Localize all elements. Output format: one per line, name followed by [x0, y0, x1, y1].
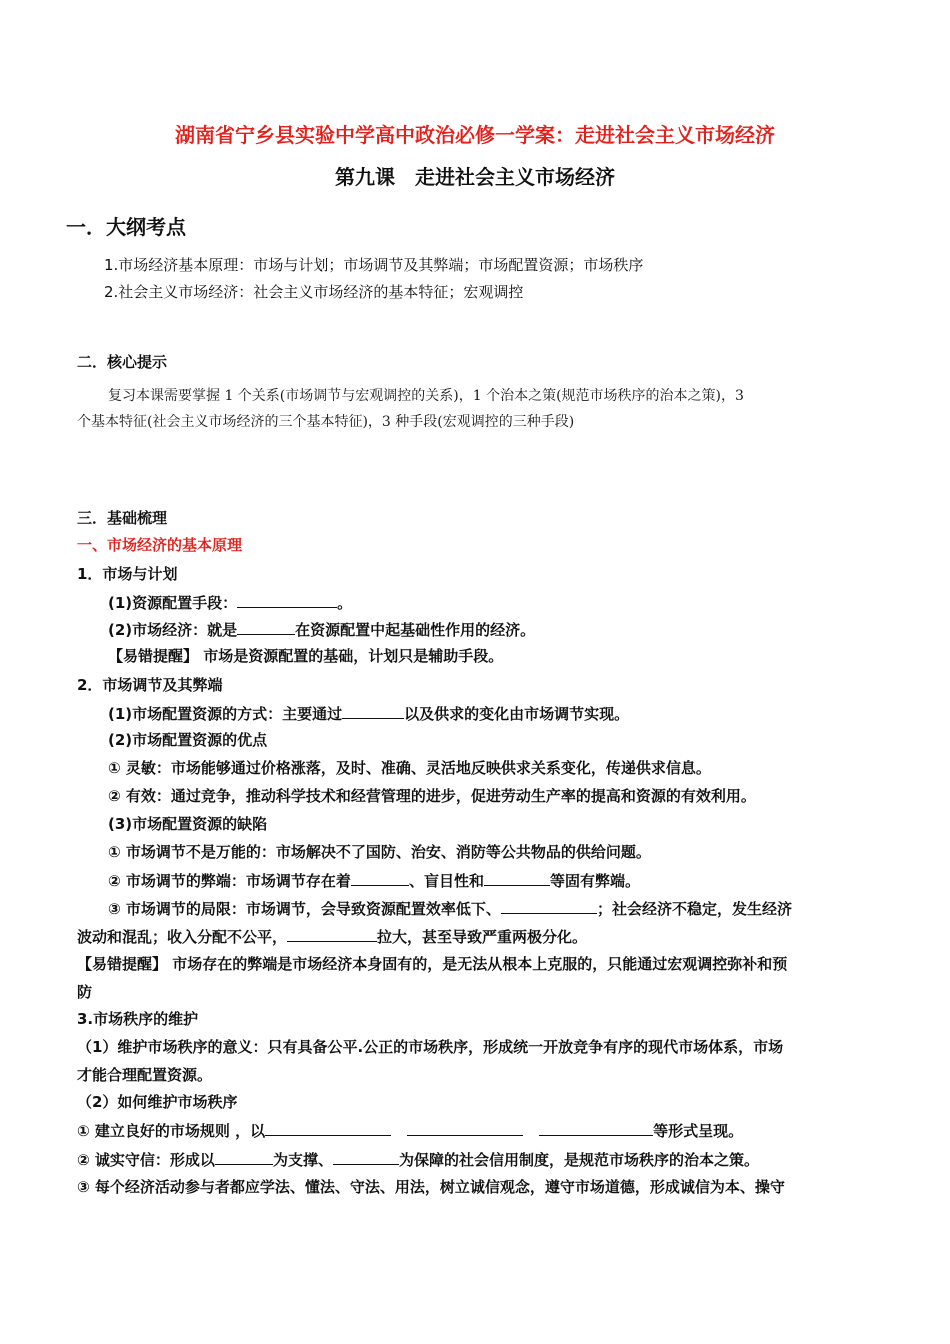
s1-item-b-post: 在资源配置中起基础性作用的经济。 [295, 621, 536, 639]
s3-item-b1-post: 等形式呈现。 [653, 1122, 744, 1140]
s2-item-b: (2)市场配置资源的优点 [108, 731, 268, 749]
fill-blank[interactable] [237, 593, 337, 608]
s1-item-b-pre: (2)市场经济：就是 [108, 621, 238, 639]
fill-blank[interactable] [501, 899, 597, 914]
fill-blank[interactable] [342, 704, 404, 719]
core-heading: 二．核心提示 [77, 353, 168, 371]
section-3-heading: 3.市场秩序的维护 [77, 1010, 199, 1028]
s1-item-a-end: 。 [337, 594, 353, 612]
core-line-2: 个基本特征(社会主义市场经济的三个基本特征)，3 种手段(宏观调控的三种手段) [77, 414, 575, 430]
outline-item-2: 2.社会主义市场经济：社会主义市场经济的基本特征；宏观调控 [104, 283, 524, 301]
s2-item-c3-l2-post: 拉大，甚至导致严重两极分化。 [377, 928, 588, 946]
s3-item-b1 [77, 1121, 743, 1140]
fill-blank[interactable] [407, 1121, 523, 1136]
s2-item-c3-l2-pre: 波动和混乱；收入分配不公平， [77, 928, 288, 946]
s1-item-a [108, 593, 352, 612]
fill-blank[interactable] [351, 871, 409, 886]
s2-item-c2 [108, 871, 640, 890]
s3-item-b1-pre: ① 建立良好的市场规则 ，以 [77, 1122, 266, 1140]
s2-item-b2: ② 有效：通过竞争，推动科学技术和经营管理的进步，促进劳动生产率的提高和资源的有效利用。 [108, 787, 756, 805]
s1-item-b [108, 620, 535, 639]
s2-item-c2-mid: 、盲目性和 [408, 872, 484, 890]
part1-heading: 一、市场经济的基本原理 [77, 536, 243, 554]
s2-item-c2-pre: ② 市场调节的弊端：市场调节存在着 [108, 872, 351, 890]
s2-item-c3-pre: ③ 市场调节的局限：市场调节，会导致资源配置效率低下、 [108, 900, 501, 918]
s2-item-c: (3)市场配置资源的缺陷 [108, 815, 268, 833]
document-title: 湖南省宁乡县实验中学高中政治必修一学案：走进社会主义市场经济 [175, 123, 775, 147]
s1-tip: 【易错提醒】 市场是资源配置的基础，计划只是辅助手段。 [108, 647, 504, 665]
fill-blank[interactable] [287, 927, 377, 942]
s2-item-a [108, 704, 629, 723]
s2-item-a-pre: (1)市场配置资源的方式：主要通过 [108, 705, 343, 723]
fill-blank[interactable] [265, 1121, 391, 1136]
s3-item-b3: ③ 每个经济活动参与者都应学法、懂法、守法、用法，树立诚信观念，遵守市场道德，形成诚信为本、操守 [77, 1178, 785, 1196]
basics-heading: 三．基础梳理 [77, 509, 168, 527]
s3-item-b2-post: 为保障的社会信用制度，是规范市场秩序的治本之策。 [398, 1151, 759, 1169]
core-line-1: 复习本课需要掌握 1 个关系(市场调节与宏观调控的关系)，1 个治本之策(规范市场秩序的治本之策)，3 [108, 388, 744, 404]
s3-item-b2-pre: ② 诚实守信：形成以 [77, 1151, 215, 1169]
outline-heading: 一．大纲考点 [66, 215, 186, 239]
s1-item-a-text: (1)资源配置手段： [108, 594, 238, 612]
s2-tip-line-1: 【易错提醒】 市场存在的弊端是市场经济本身固有的，是无法从根本上克服的，只能通过宏观调控弥补和预 [77, 955, 788, 973]
s2-item-c3 [108, 899, 792, 918]
s2-item-c3-line-2 [77, 927, 587, 946]
s2-item-c3-post: ；社会经济不稳定，发生经济 [596, 900, 792, 918]
s3-item-a-line-2: 才能合理配置资源。 [77, 1066, 213, 1084]
s3-item-b: （2）如何维护市场秩序 [77, 1093, 238, 1111]
s3-item-b2-mid: 为支撑、 [272, 1151, 333, 1169]
section-1-heading: 1．市场与计划 [77, 565, 178, 583]
fill-blank[interactable] [539, 1121, 653, 1136]
s2-tip-line-2: 防 [77, 983, 93, 1001]
s2-item-c1: ① 市场调节不是万能的：市场解决不了国防、治安、消防等公共物品的供给问题。 [108, 843, 651, 861]
lesson-title: 第九课 走进社会主义市场经济 [335, 165, 615, 189]
s3-item-b2 [77, 1150, 759, 1169]
fill-blank[interactable] [215, 1150, 273, 1165]
fill-blank[interactable] [333, 1150, 399, 1165]
s2-item-c2-post: 等固有弊端。 [549, 872, 640, 890]
s2-item-a-post: 以及供求的变化由市场调节实现。 [404, 705, 630, 723]
fill-blank[interactable] [484, 871, 550, 886]
s3-item-a-line-1: （1）维护市场秩序的意义：只有具备公平.公正的市场秩序，形成统一开放竞争有序的现代市场体系，市场 [77, 1038, 784, 1056]
s2-item-b1: ① 灵敏：市场能够通过价格涨落，及时、准确、灵活地反映供求关系变化，传递供求信息。 [108, 759, 711, 777]
outline-item-1: 1.市场经济基本原理：市场与计划；市场调节及其弊端；市场配置资源；市场秩序 [104, 256, 644, 274]
fill-blank[interactable] [237, 620, 295, 635]
section-2-heading: 2．市场调节及其弊端 [77, 676, 223, 694]
